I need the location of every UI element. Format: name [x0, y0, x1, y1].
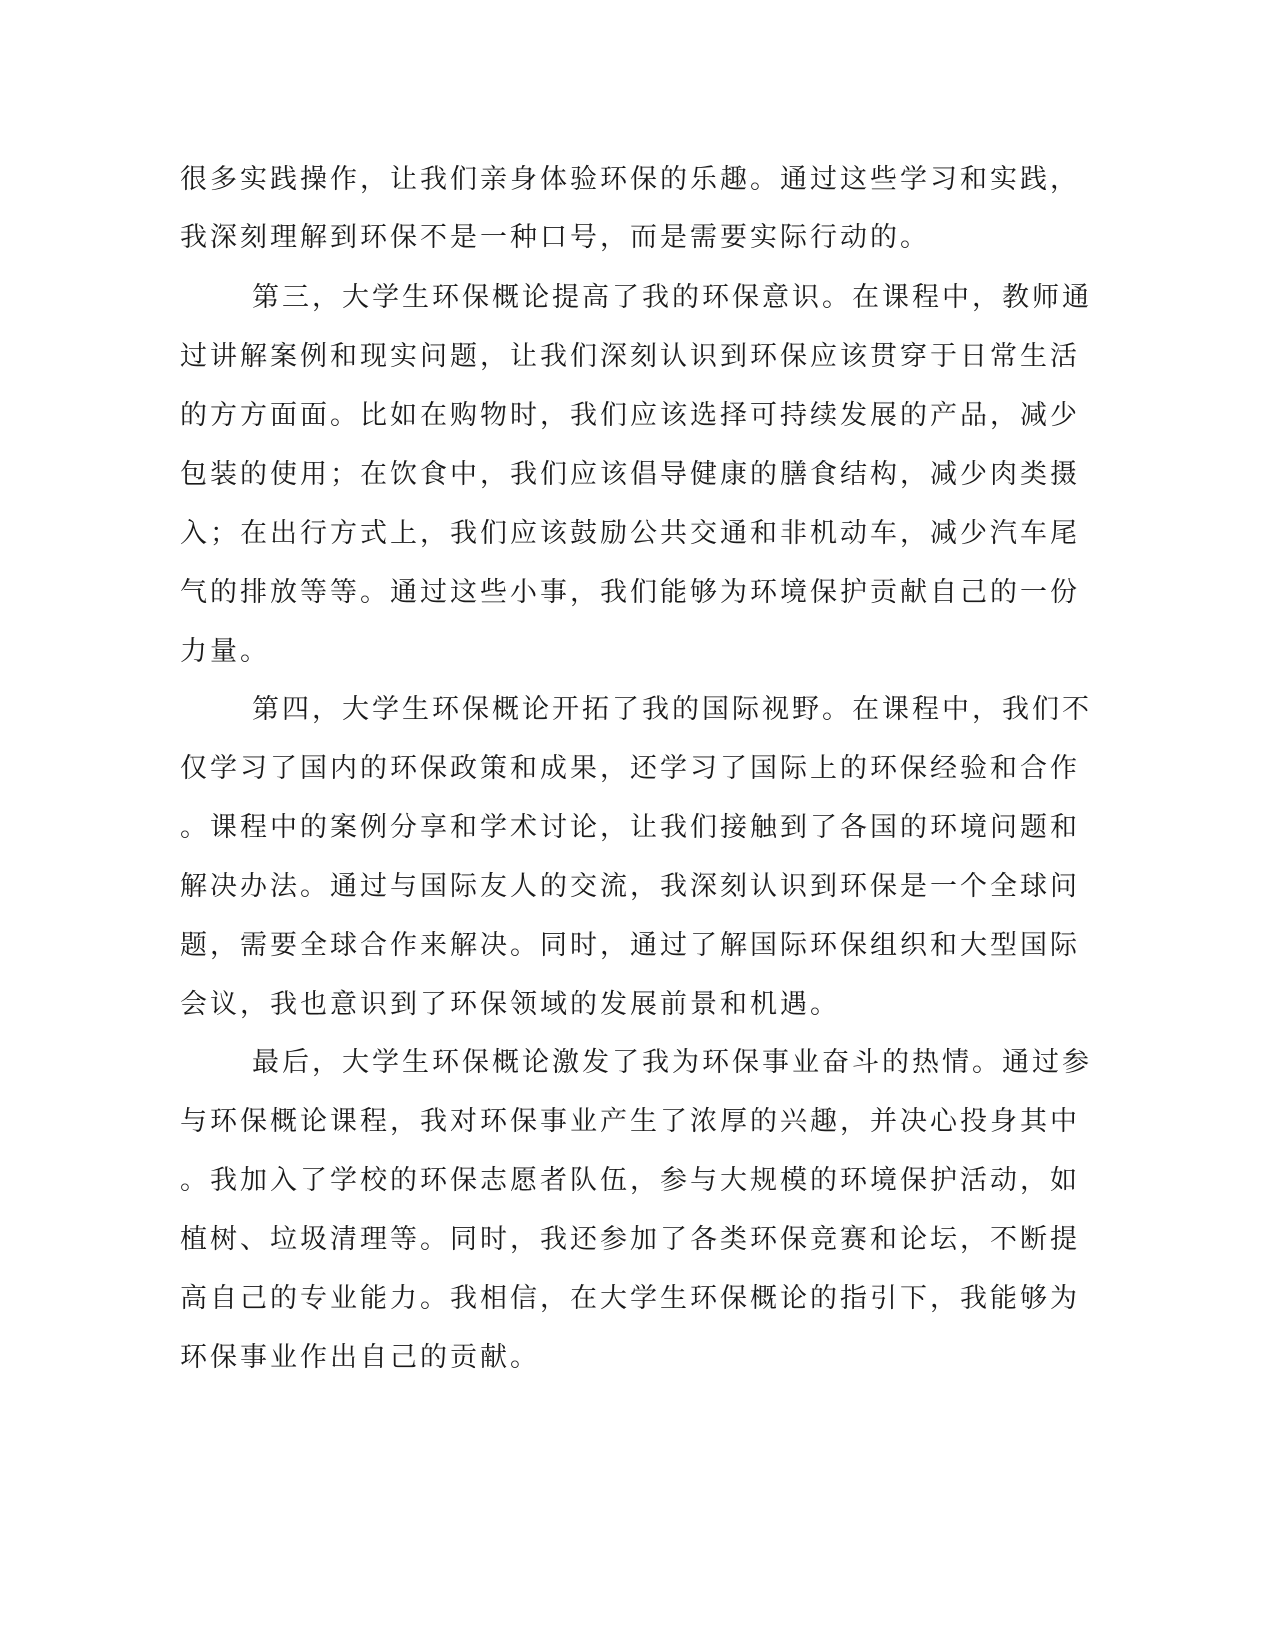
text-line: 会议，我也意识到了环保领域的发展前景和机遇。 — [180, 989, 840, 1020]
text-line: 解决办法。通过与国际友人的交流，我深刻认识到环保是一个全球问 — [180, 871, 1080, 902]
text-line: 很多实践操作，让我们亲身体验环保的乐趣。通过这些学习和实践， — [180, 164, 1080, 195]
text-line: 仅学习了国内的环保政策和成果，还学习了国际上的环保经验和合作 — [180, 753, 1080, 784]
text-line: 题，需要全球合作来解决。同时，通过了解国际环保组织和大型国际 — [180, 930, 1080, 961]
text-line: 力量。 — [180, 636, 270, 667]
text-line: 环保事业作出自己的贡献。 — [180, 1342, 540, 1373]
paragraph-first-line: 第三，大学生环保概论提高了我的环保意识。在课程中，教师通 — [252, 282, 1092, 313]
text-line: 包装的使用；在饮食中，我们应该倡导健康的膳食结构，减少肉类摄 — [180, 459, 1080, 490]
text-line: 过讲解案例和现实问题，让我们深刻认识到环保应该贯穿于日常生活 — [180, 341, 1080, 372]
text-line: 入；在出行方式上，我们应该鼓励公共交通和非机动车，减少汽车尾 — [180, 518, 1080, 549]
text-line: 高自己的专业能力。我相信，在大学生环保概论的指引下，我能够为 — [180, 1283, 1080, 1314]
text-line: 的方方面面。比如在购物时，我们应该选择可持续发展的产品，减少 — [180, 400, 1080, 431]
text-line: 。我加入了学校的环保志愿者队伍，参与大规模的环境保护活动，如 — [180, 1165, 1080, 1196]
text-line: 植树、垃圾清理等。同时，我还参加了各类环保竞赛和论坛，不断提 — [180, 1224, 1080, 1255]
paragraph-first-line: 第四，大学生环保概论开拓了我的国际视野。在课程中，我们不 — [252, 694, 1092, 725]
text-line: 我深刻理解到环保不是一种口号，而是需要实际行动的。 — [180, 222, 930, 253]
paragraph-first-line: 最后，大学生环保概论激发了我为环保事业奋斗的热情。通过参 — [252, 1047, 1092, 1078]
text-line: 。课程中的案例分享和学术讨论，让我们接触到了各国的环境问题和 — [180, 812, 1080, 843]
text-line: 与环保概论课程，我对环保事业产生了浓厚的兴趣，并决心投身其中 — [180, 1106, 1080, 1137]
text-line: 气的排放等等。通过这些小事，我们能够为环境保护贡献自己的一份 — [180, 577, 1080, 608]
